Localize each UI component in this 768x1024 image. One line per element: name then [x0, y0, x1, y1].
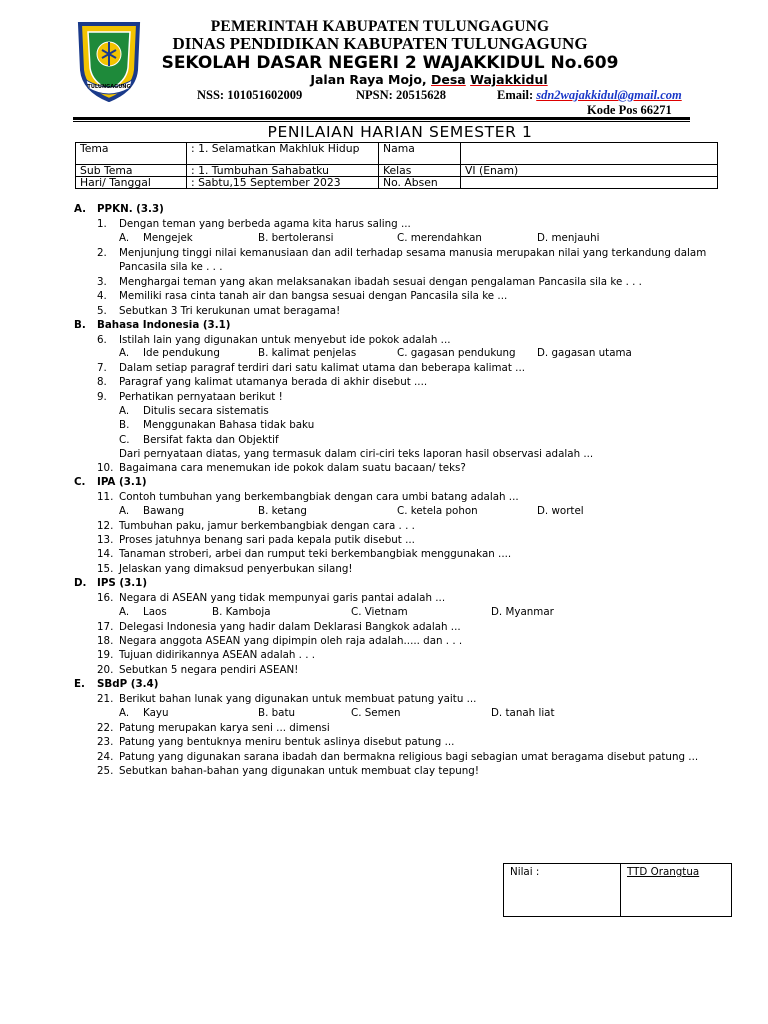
absen-label: No. Absen [379, 177, 461, 189]
option-d: D. Myanmar [491, 606, 554, 618]
option-c: C. ketela pohon [397, 505, 478, 517]
question-text: Dalam setiap paragraf terdiri dari satu kalimat utama dan beberapa kalimat ... [119, 362, 525, 374]
header-divider-thick [73, 117, 690, 120]
question-text: Memiliki rasa cinta tanah air dan bangsa sesuai dengan Pancasila sila ke ... [119, 290, 508, 302]
statement-letter: A. [119, 405, 130, 417]
logo-text: TULUNGAGUNG [87, 84, 131, 90]
question-text: Delegasi Indonesia yang hadir dalam Deklarasi Bangkok adalah ... [119, 621, 461, 633]
question-number: 7. [97, 362, 107, 374]
section-letter: D. [74, 577, 87, 589]
tema-label: Tema [76, 143, 187, 165]
statement-text: Menggunakan Bahasa tidak baku [143, 419, 315, 431]
subtema-label: Sub Tema [76, 165, 187, 177]
question-number: 18. [97, 635, 114, 647]
question-text: Paragraf yang kalimat utamanya berada di akhir disebut .... [119, 376, 428, 388]
question-text: Patung merupakan karya seni ... dimensi [119, 722, 330, 734]
option-letter: A. [119, 505, 130, 517]
question-number: 11. [97, 491, 114, 503]
question-number: 9. [97, 391, 107, 403]
question-number: 3. [97, 276, 107, 288]
option-letter: A. [119, 707, 130, 719]
question-text: Sebutkan 5 negara pendiri ASEAN! [119, 664, 299, 676]
question-text: Contoh tumbuhan yang berkembangbiak dengan cara umbi batang adalah ... [119, 491, 519, 503]
header-address: Jalan Raya Mojo, Desa Wajakkidul [310, 72, 548, 87]
question-text: Tujuan didirikannya ASEAN adalah . . . [119, 649, 316, 661]
question-text: Dengan teman yang berbeda agama kita harus saling ... [119, 218, 411, 230]
option-d: D. wortel [537, 505, 584, 517]
header-email: Email: sdn2wajakkidul@gmail.com [497, 88, 682, 102]
question-followup: Dari pernyataan diatas, yang termasuk dalam ciri-ciri teks laporan hasil observasi adalah ... [119, 448, 594, 460]
question-number: 12. [97, 520, 114, 532]
header-divider-thin [73, 121, 690, 122]
question-number: 15. [97, 563, 114, 575]
question-text: Menjunjung tinggi nilai kemanusiaan dan adil terhadap sesama manusia merupakan nilai yang terkandung dalam [119, 247, 707, 259]
question-number: 23. [97, 736, 114, 748]
subtema-value: : 1. Tumbuhan Sahabatku [187, 165, 379, 177]
tema-value: : 1. Selamatkan Makhluk Hidup [187, 143, 379, 165]
question-text: Patung yang bentuknya meniru bentuk aslinya disebut patung ... [119, 736, 455, 748]
option-d: D. menjauhi [537, 232, 600, 244]
score-signature-box [503, 863, 732, 917]
hari-value: : Sabtu,15 September 2023 [187, 177, 379, 189]
option-b: B. kalimat penjelas [258, 347, 357, 359]
header-postal-code: Kode Pos 66271 [587, 103, 672, 117]
question-number: 6. [97, 334, 107, 346]
section-title: IPS (3.1) [97, 577, 148, 589]
section-title: Bahasa Indonesia (3.1) [97, 319, 231, 331]
header-npsn: NPSN: 20515628 [356, 88, 446, 102]
question-number: 13. [97, 534, 114, 546]
section-letter: C. [74, 476, 86, 488]
option-a: Mengejek [143, 232, 193, 244]
option-a: Laos [143, 606, 167, 618]
option-letter: A. [119, 347, 130, 359]
section-letter: A. [74, 203, 87, 215]
question-text: Negara di ASEAN yang tidak mempunyai garis pantai adalah ... [119, 592, 446, 604]
section-letter: E. [74, 678, 85, 690]
statement-text: Ditulis secara sistematis [143, 405, 269, 417]
option-c: C. Vietnam [351, 606, 408, 618]
option-a: Kayu [143, 707, 169, 719]
question-number: 25. [97, 765, 114, 777]
question-number: 24. [97, 751, 114, 763]
statement-letter: C. [119, 434, 130, 446]
question-text: Negara anggota ASEAN yang dipimpin oleh raja adalah..... dan . . . [119, 635, 463, 647]
nilai-field[interactable]: Nilai : [504, 864, 621, 917]
question-text: Menghargai teman yang akan melaksanakan ibadah sesuai dengan pengalaman Pancasila sila ke . . . [119, 276, 642, 288]
option-d: D. tanah liat [491, 707, 555, 719]
ttd-label: TTD Orangtua [627, 866, 700, 878]
option-c: C. merendahkan [397, 232, 482, 244]
question-number: 2. [97, 247, 107, 259]
section-letter: B. [74, 319, 86, 331]
page-title: PENILAIAN HARIAN SEMESTER 1 [267, 123, 533, 141]
option-a: Bawang [143, 505, 185, 517]
ttd-orangtua-field[interactable] [621, 864, 732, 917]
option-letter: A. [119, 606, 130, 618]
question-text: Istilah lain yang digunakan untuk menyebut ide pokok adalah ... [119, 334, 451, 346]
option-c: C. gagasan pendukung [397, 347, 516, 359]
nama-label: Nama [379, 143, 461, 165]
header-department: DINAS PENDIDIKAN KABUPATEN TULUNGAGUNG [172, 34, 588, 53]
option-letter: A. [119, 232, 130, 244]
header-school-name: SEKOLAH DASAR NEGERI 2 WAJAKKIDUL No.609 [161, 53, 619, 73]
section-title: SBdP (3.4) [97, 678, 159, 690]
question-number: 21. [97, 693, 114, 705]
question-number: 17. [97, 621, 114, 633]
option-c: C. Semen [351, 707, 401, 719]
option-b: B. bertoleransi [258, 232, 334, 244]
question-text: Berikut bahan lunak yang digunakan untuk membuat patung yaitu ... [119, 693, 477, 705]
question-number: 10. [97, 462, 114, 474]
section-title: IPA (3.1) [97, 476, 147, 488]
option-b: B. Kamboja [212, 606, 271, 618]
statement-letter: B. [119, 419, 130, 431]
question-text: Perhatikan pernyataan berikut ! [119, 391, 283, 403]
question-number: 22. [97, 722, 114, 734]
question-text: Sebutkan 3 Tri kerukunan umat beragama! [119, 305, 341, 317]
nama-field[interactable] [461, 143, 718, 165]
question-number: 14. [97, 548, 114, 560]
kelas-label: Kelas [379, 165, 461, 177]
option-b: B. batu [258, 707, 296, 719]
question-text: Proses jatuhnya benang sari pada kepala putik disebut ... [119, 534, 415, 546]
question-text: Patung yang digunakan sarana ibadah dan bermakna religious bagi sebagian umat beragama disebut patung ... [119, 751, 699, 763]
question-text: Bagaimana cara menemukan ide pokok dalam suatu bacaan/ teks? [119, 462, 466, 474]
option-b: B. ketang [258, 505, 307, 517]
hari-label: Hari/ Tanggal [76, 177, 187, 189]
header-nss: NSS: 101051602009 [197, 88, 303, 102]
question-number: 5. [97, 305, 107, 317]
kelas-value: VI (Enam) [461, 165, 718, 177]
question-number: 19. [97, 649, 114, 661]
question-text-continued: Pancasila sila ke . . . [119, 261, 223, 273]
question-text: Jelaskan yang dimaksud penyerbukan silang! [119, 563, 353, 575]
statement-text: Bersifat fakta dan Objektif [143, 434, 279, 446]
student-info-table [75, 142, 718, 189]
option-a: Ide pendukung [143, 347, 220, 359]
question-number: 4. [97, 290, 107, 302]
absen-field[interactable] [461, 177, 718, 189]
option-d: D. gagasan utama [537, 347, 632, 359]
question-number: 8. [97, 376, 107, 388]
header-government: PEMERINTAH KABUPATEN TULUNGAGUNG [210, 18, 550, 35]
question-text: Sebutkan bahan-bahan yang digunakan untuk membuat clay tepung! [119, 765, 479, 777]
question-number: 16. [97, 592, 114, 604]
question-text: Tanaman stroberi, arbei dan rumput teki berkembangbiak menggunakan .... [119, 548, 512, 560]
question-number: 20. [97, 664, 114, 676]
section-title: PPKN. (3.3) [97, 203, 164, 215]
question-text: Tumbuhan paku, jamur berkembangbiak dengan cara . . . [119, 520, 415, 532]
question-number: 1. [97, 218, 107, 230]
